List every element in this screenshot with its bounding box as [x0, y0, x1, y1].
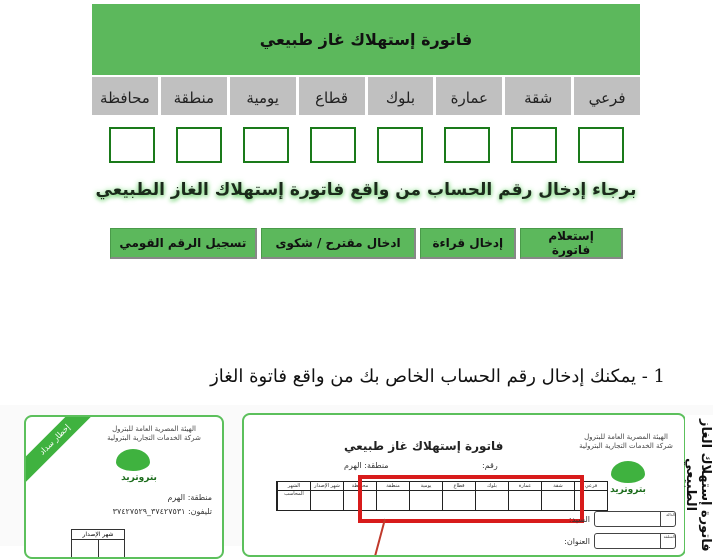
account-highlight-box	[358, 475, 584, 523]
instruction-text: برجاء إدخال رقم الحساب من واقع فاتورة إستهلاك الغاز الطبيعي	[95, 180, 637, 200]
bill-title: فاتورة إستهلاك غاز طبيعي	[344, 439, 504, 453]
org-line-1: الهيئة المصرية العامة للبترول	[112, 425, 196, 433]
label-daily: يومية	[230, 77, 296, 115]
inquire-invoice-button[interactable]: إستعلام فاتورة	[520, 228, 623, 259]
label-building: عمارة	[436, 77, 502, 115]
enter-reading-button[interactable]: إدخال قراءة	[420, 228, 516, 259]
label-block: بلوك	[368, 77, 434, 115]
label-far3i: فرعي	[574, 77, 640, 115]
invoice-header	[92, 4, 640, 75]
logo-text: بتروتريد	[121, 473, 157, 483]
account-field-inputs	[92, 127, 640, 167]
address-field: السلفة العنوان:	[564, 533, 676, 549]
building-input[interactable]	[444, 127, 490, 163]
action-buttons	[110, 228, 623, 259]
name-field: الدالة السيد:	[569, 511, 676, 527]
apartment-input[interactable]	[511, 127, 557, 163]
pointer-line	[374, 519, 386, 557]
step-1-text: 1 - يمكنك إدخال رقم الحساب الخاص بك من واقع فاتوة الغاز	[210, 366, 665, 387]
submit-complaint-button[interactable]: ادخال مقترح / شكوى	[261, 228, 417, 259]
left-info	[113, 491, 212, 519]
invoice-logo: بتروتريد	[598, 455, 658, 495]
issue-month-header: شهر الإصدار	[72, 530, 124, 540]
register-national-id-button[interactable]: تسجيل الرقم القومي	[110, 228, 257, 259]
bill-region: منطقة: الهرم	[344, 461, 389, 470]
side-title: فاتورة إستهلاك الغاز الطبيعي	[685, 415, 713, 555]
petrotrade-logo-icon	[116, 449, 150, 471]
invoice-org: الهيئة المصرية العامة للبترول شركة الخدمات التجارية البترولية	[579, 433, 673, 450]
payment-notice-card	[24, 415, 224, 559]
label-governorate: محافظة	[92, 77, 158, 115]
block-input[interactable]	[377, 127, 423, 163]
invoice-title: فاتورة إستهلاك غاز طبيعي	[259, 30, 473, 49]
petrotrade-logo-icon	[611, 461, 645, 483]
org-line-2: شركة الخدمات التجارية البترولية	[107, 434, 201, 442]
label-region: منطقة	[161, 77, 227, 115]
far3i-input[interactable]	[578, 127, 624, 163]
sector-input[interactable]	[310, 127, 356, 163]
invoice-card	[242, 413, 686, 557]
left-region: منطقة: الهرم	[167, 493, 212, 502]
region-input[interactable]	[176, 127, 222, 163]
account-field-labels	[92, 77, 640, 115]
issue-month-table	[71, 529, 125, 559]
governorate-input[interactable]	[109, 127, 155, 163]
daily-input[interactable]	[243, 127, 289, 163]
bill-account-table: فرعي شقة عمارة بلوك قطاع يومية منطقة محافظة شهر الإصدار الشهر المحاسب	[276, 481, 608, 511]
bill-number-label: رقم:	[482, 461, 498, 470]
payment-notice-ribbon: إخطار سداد	[24, 415, 100, 485]
left-phone: تليفون: ٣٧٤٢٧٥٣١_٣٧٤٢٧٥٢٩	[112, 507, 212, 516]
sample-bill-image	[0, 405, 713, 552]
label-sector: قطاع	[299, 77, 365, 115]
label-apartment: شقة	[505, 77, 571, 115]
